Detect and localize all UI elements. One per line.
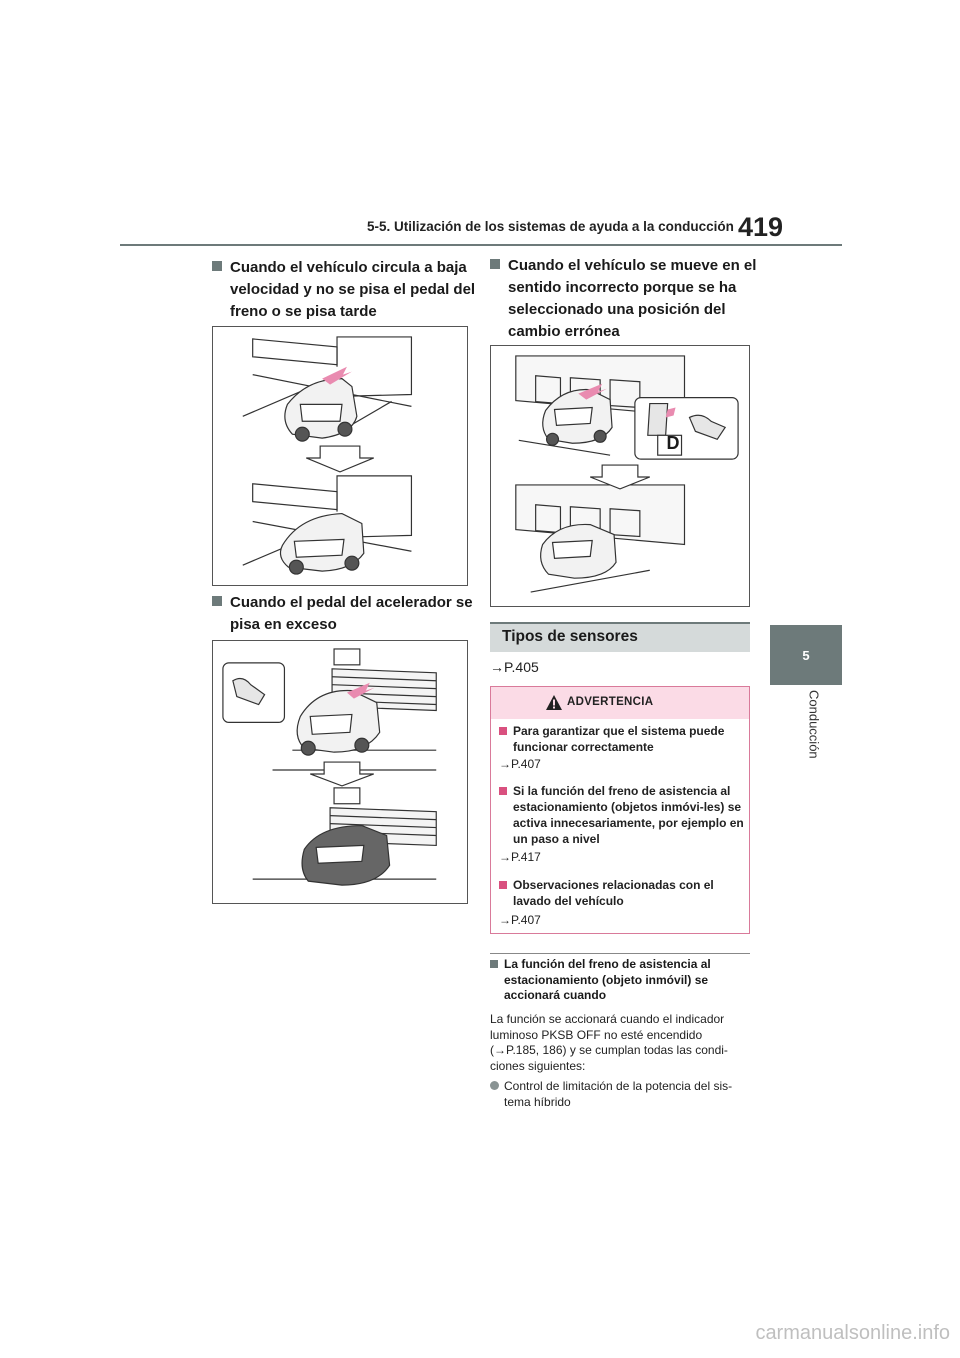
note-heading-text: La función del freno de asistencia al estacionamiento (objeto inmóvil) se accionará cuando bbox=[504, 957, 711, 1002]
chapter-number: 5 bbox=[802, 647, 810, 663]
section-header-sensors bbox=[490, 622, 750, 652]
warning-item bbox=[499, 783, 753, 847]
bullet-dot-icon bbox=[490, 1081, 499, 1090]
heading-wrong-direction-text: Cuando el vehículo se mueve en el sentido incorrecto porque se ha seleccionado una posición del cambio errónea bbox=[508, 257, 757, 340]
note-square-icon bbox=[490, 960, 498, 968]
note-bullet bbox=[490, 1079, 752, 1110]
section-title: Tipos de sensores bbox=[502, 628, 638, 645]
figure-accelerator bbox=[212, 640, 468, 904]
illustration-storefront bbox=[491, 346, 749, 606]
warning-item-text: Observaciones relacionadas con el lavado del vehículo bbox=[513, 878, 714, 908]
warning-header bbox=[491, 687, 749, 719]
chapter-label-text: Conducción bbox=[806, 690, 822, 759]
warning-square-icon bbox=[499, 881, 507, 889]
heading-accelerator-text: Cuando el pedal del acelerador se pisa en exceso bbox=[230, 594, 473, 633]
heading-low-speed bbox=[212, 257, 486, 323]
warning-ref[interactable]: →P.407 bbox=[499, 913, 541, 927]
heading-wrong-direction bbox=[490, 255, 770, 343]
running-header: 5-5. Utilización de los sistemas de ayuda a la conducción bbox=[367, 219, 734, 234]
warning-box bbox=[490, 686, 750, 934]
note-heading bbox=[490, 957, 752, 1004]
heading-square-icon bbox=[490, 259, 500, 269]
heading-accelerator bbox=[212, 592, 486, 636]
warning-item bbox=[499, 723, 753, 755]
warning-triangle-icon bbox=[545, 694, 563, 711]
warning-item-text: Si la función del freno de asistencia al estacionamiento (objetos inmóvi-les) se activa innecesariamente, por ejemplo en un paso a nivel bbox=[513, 784, 744, 846]
note-body: La función se accionará cuando el indicador luminoso PKSB OFF no esté encendido (→P.185, 186) y se cumplan todas las condi-ciones siguientes: bbox=[490, 1012, 728, 1073]
heading-low-speed-text: Cuando el vehículo circula a baja velocidad y no se pisa el pedal del freno o se pisa tarde bbox=[230, 259, 476, 320]
chapter-tab[interactable] bbox=[770, 625, 842, 685]
page-number: 419 bbox=[738, 212, 784, 242]
figure-low-speed bbox=[212, 326, 468, 586]
note-rule bbox=[490, 953, 750, 954]
watermark-text: carmanualsonline.info bbox=[755, 1322, 950, 1344]
illustration-parking-wall bbox=[213, 327, 467, 585]
warning-square-icon bbox=[499, 787, 507, 795]
heading-square-icon bbox=[212, 261, 222, 271]
figure-wrong-direction bbox=[490, 345, 750, 607]
illustration-parking-brick-wall bbox=[213, 641, 467, 903]
warning-item bbox=[499, 877, 753, 909]
warning-ref[interactable]: →P.417 bbox=[499, 850, 541, 864]
chapter-label bbox=[770, 690, 842, 800]
warning-item-text: Para garantizar que el sistema puede funcionar correctamente bbox=[513, 724, 725, 754]
warning-ref[interactable]: →P.407 bbox=[499, 757, 541, 771]
warning-title: ADVERTENCIA bbox=[567, 696, 654, 708]
heading-square-icon bbox=[212, 596, 222, 606]
section-reference[interactable]: →P.405 bbox=[490, 659, 539, 675]
header-rule bbox=[120, 244, 842, 246]
warning-square-icon bbox=[499, 727, 507, 735]
note-bullet-text: Control de limitación de la potencia del sis-tema híbrido bbox=[504, 1079, 733, 1109]
gear-d-label: D bbox=[666, 433, 680, 453]
